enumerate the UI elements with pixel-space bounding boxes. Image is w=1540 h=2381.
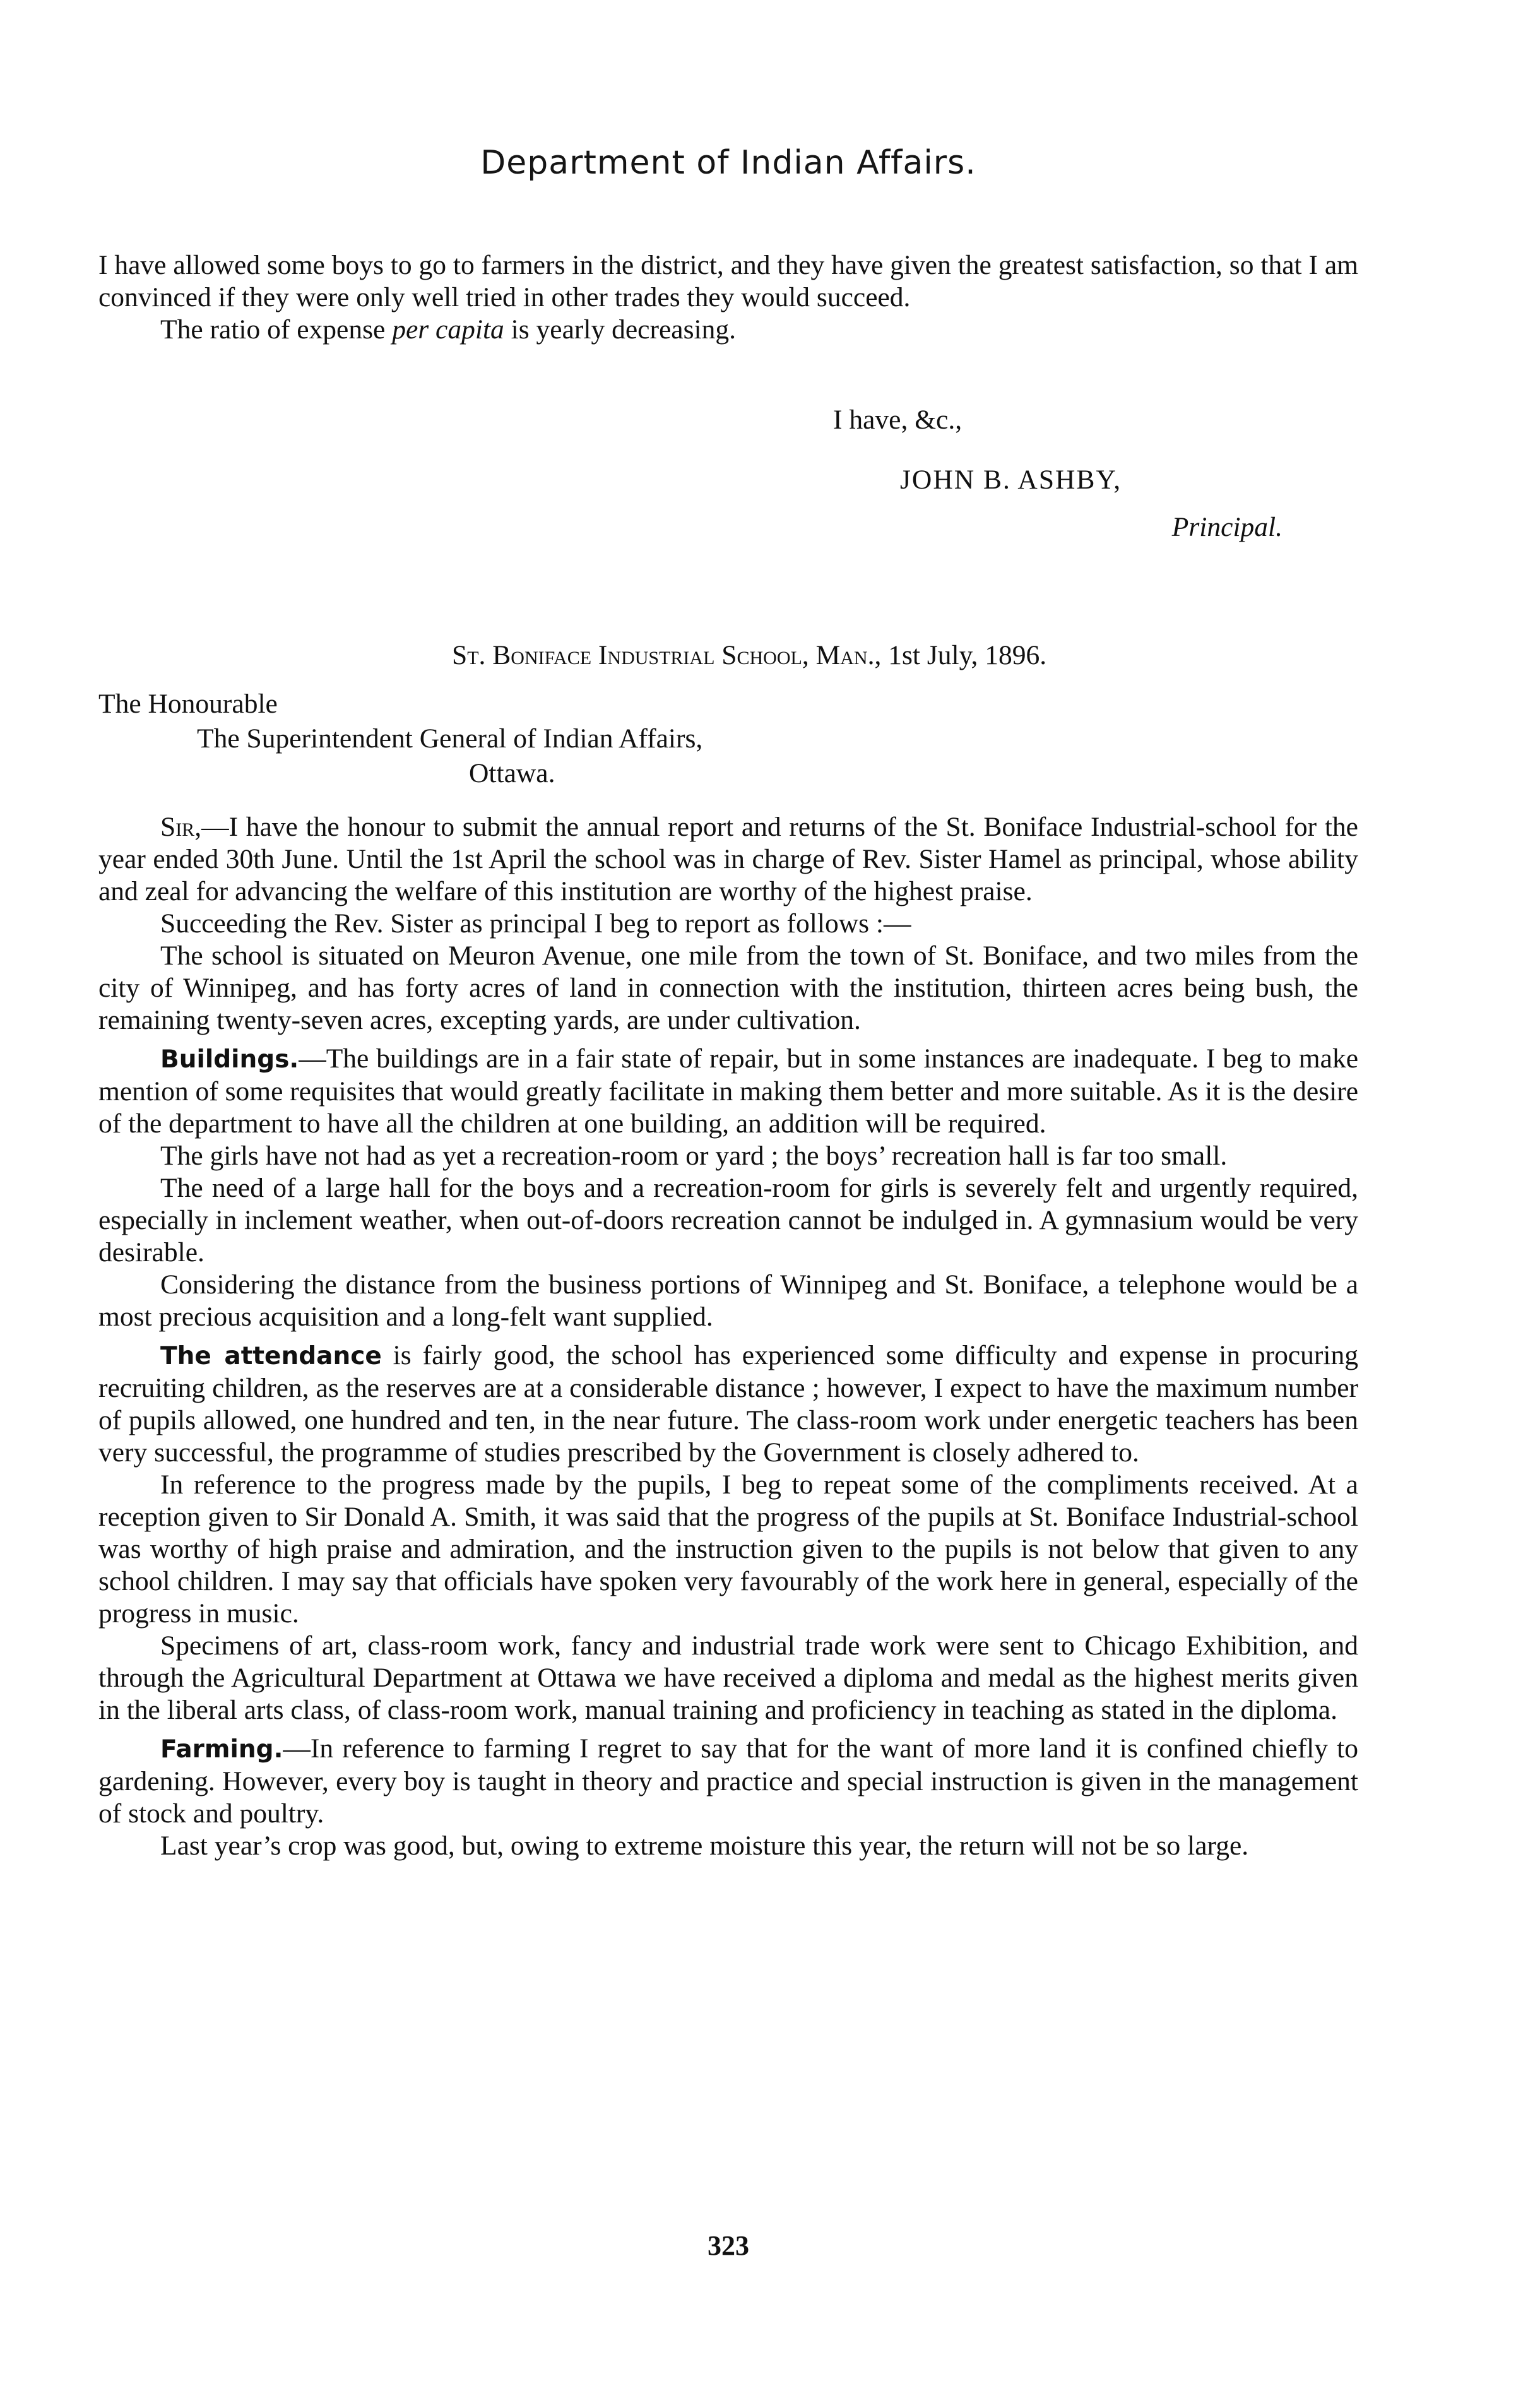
report-paragraph-5: The girls have not had as yet a recreation-room or yard ; the boys’ recreation hall is far too small. [160, 1141, 1228, 1171]
buildings-heading: Buildings. [160, 1045, 299, 1074]
report-paragraph-attendance [98, 1339, 1358, 1469]
attendance-text: is fairly good, the school has experienced some difficulty and expense in procuring recruiting children, as the reserves are at a considerable distance ; however, I expect to have the maximum number of pupils allowed, one hundred and ten, in the near future. The class-room work under energetic teachers has been very successful, the programme of studies prescribed by the Government is closely adhered to. [98, 1340, 1358, 1468]
salutation: Sir, [160, 812, 202, 842]
p1-rest: —I have the honour to submit the annual report and returns of the St. Boniface Industrial-school for the year ended 30th June. Until the 1st April the school was in charge of Rev. Sister Hamel as principal, whose ability and zeal for advancing the welfare of this institution are worthy of the highest praise. [98, 812, 1358, 906]
farming-heading: Farming. [160, 1735, 283, 1764]
closing: I have, &c., [833, 405, 962, 435]
page-header: Department of Indian Affairs. [480, 144, 976, 182]
title-italic: Principal. [1171, 512, 1282, 542]
report-paragraph-buildings [98, 1043, 1358, 1140]
report-paragraph-10: Specimens of art, class-room work, fancy and industrial trade work were sent to Chicago Exhibition, and through the Agricultural Department at Ottawa we have received a diploma and medal as the highest merits given in the liberal arts class, of class-room work, manual training and proficiency in teaching as stated in the diploma. [98, 1630, 1358, 1725]
report-paragraph-9: In reference to the progress made by the pupils, I beg to repeat some of the compliments received. At a reception given to Sir Donald A. Smith, it was said that the progress of the pupils at St. Boniface Industrial-school was worthy of high praise and admiration, and the instruction given to the pupils is not below that given to any school children. I may say that officials have spoken very favourably of the work here in general, especially of the progress in music. [98, 1470, 1358, 1629]
report-paragraph-6: The need of a large hall for the boys and a recreation-room for girls is severely felt and urgently required, especially in inclement weather, when out-of-doors recreation cannot be indulged in. A gymnasium would be very desirable. [98, 1173, 1358, 1268]
attendance-heading: The attendance [160, 1342, 382, 1370]
report-body [98, 811, 1358, 1862]
dateline-place: St. Boniface Industrial School, Man. [452, 640, 875, 670]
report-paragraph-1 [98, 811, 1358, 908]
addressee-line-2: The Superintendent General of Indian Affairs, [197, 723, 703, 754]
report-paragraph-12: Last year’s crop was good, but, owing to extreme moisture this year, the return will not be so large. [160, 1831, 1249, 1861]
report-paragraph-3: The school is situated on Meuron Avenue, one mile from the town of St. Boniface, and two miles from the city of Winnipeg, and has forty acres of land in connection with the institution, thirteen acres being bush, the remaining twenty-seven acres, excepting yards, are under cultivation. [98, 941, 1358, 1035]
farming-text: —In reference to farming I regret to say that for the want of more land it is confined chiefly to gardening. However, every boy is taught in theory and practice and special instruction is given in the management of stock and poultry. [98, 1733, 1358, 1829]
report-paragraph-2: Succeeding the Rev. Sister as principal I beg to report as follows :— [160, 908, 911, 939]
letter1-section [98, 249, 1358, 346]
p2-text-before: The ratio of expense [160, 314, 393, 345]
page-number: 323 [708, 2230, 749, 2261]
p2-italic: per capita [392, 314, 504, 345]
dateline-date: , 1st July, 1896. [874, 640, 1047, 670]
p2-text-after: is yearly decreasing. [504, 314, 736, 345]
dateline [452, 639, 1358, 672]
addressee-line-3: Ottawa. [469, 758, 555, 788]
addressee-line-1: The Honourable [98, 689, 278, 719]
buildings-text: —The buildings are in a fair state of repair, but in some instances are inadequate. I beg to make mention of some requisites that would greatly facilitate in making them better and more suitable. As it is the desire of the department to have all the children at one building, an addition will be required. [98, 1043, 1358, 1139]
letter1-paragraph-2 [98, 314, 1358, 346]
signature-title [98, 511, 1282, 543]
report-paragraph-7: Considering the distance from the business portions of Winnipeg and St. Boniface, a telephone would be a most precious acquisition and a long-felt want supplied. [98, 1269, 1358, 1332]
signature: JOHN B. ASHBY, [900, 465, 1122, 495]
report-paragraph-farming [98, 1733, 1358, 1830]
document-page [98, 0, 1358, 2381]
letter1-paragraph-1: I have allowed some boys to go to farmers in the district, and they have given the greatest satisfaction, so that I am convinced if they were only well tried in other trades they would succeed. [98, 250, 1358, 312]
